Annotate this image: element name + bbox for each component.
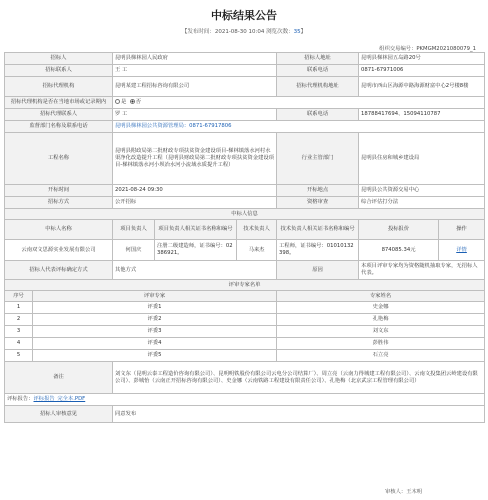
winner-header-row: [5, 220, 485, 240]
attachment-label: 评标报告：: [7, 396, 34, 402]
agency-addr-value: 昆明市西山区海源中路海源财富中心2号楼8楼: [359, 77, 485, 97]
phone-value: 0871-67971006: [359, 65, 485, 77]
experts-col-name: 评审专家: [33, 291, 277, 302]
winner-pm-cert: 注册二级建造师，证书编号：02386921。: [155, 240, 237, 261]
experts-header-row: [5, 291, 485, 302]
project-value: 昆明县附政局第二批财政专项扶贫资金建设项目-梯林镇落水河村水渠净化改造提升工程（昆明县财政局第二批财政专项扶贫资金建设项目-梯林镇落水河小坝冶水河小流域水质提升工程）: [113, 133, 277, 185]
tenderer-addr-label: 招标人地址: [277, 53, 359, 65]
open-time-label: 开标时间: [5, 185, 113, 197]
winner-col-op: 操作: [439, 220, 485, 240]
bid-type-value: 综合评估打分法: [359, 197, 485, 209]
row-confirm: [5, 406, 485, 423]
expert-no: 1: [5, 302, 33, 314]
agency-label: 招标代理机构: [5, 77, 113, 97]
experts-section-title: 评审专家名单: [5, 280, 485, 291]
agency-phone-value: 18788417694、15094110787: [359, 109, 485, 121]
winner-col-tech: 技术负责人: [237, 220, 277, 240]
supervision-value: 昆明县梯林园公共资源管理局：0871-67917806: [113, 121, 485, 133]
agency-value: 昆明某建工程招标咨询有限公司: [113, 77, 277, 97]
bid-type-label: 资格审查: [277, 197, 359, 209]
table-row: [5, 338, 485, 350]
phone-label: 联系电话: [277, 65, 359, 77]
expert-no: 4: [5, 338, 33, 350]
winner-row: [5, 240, 485, 261]
row-tenderer: [5, 53, 485, 65]
publish-meta-prefix: 【发布时间：2021-08-30 10:04 浏览次数：: [181, 29, 294, 35]
row-supervision: [5, 121, 485, 133]
winner-detail-cell: [439, 240, 485, 261]
winner-col-tech-cert: 技术负责人相关证书名称和编号: [277, 220, 359, 240]
experts-col-no: 序号: [5, 291, 33, 302]
row-open-time: [5, 185, 485, 197]
expert-no: 5: [5, 350, 33, 362]
table-row: [5, 302, 485, 314]
expert-name: 评委4: [33, 338, 277, 350]
attachment-cell: [5, 394, 485, 406]
remarks-label: 备注: [5, 362, 113, 394]
result-table: [4, 52, 485, 423]
expert-pro: 史金娜: [277, 302, 485, 314]
row-agency-contact: [5, 109, 485, 121]
row-tenderer-contact: [5, 65, 485, 77]
row-agency: [5, 77, 485, 97]
table-row: [5, 314, 485, 326]
publish-meta-suffix: 】: [300, 29, 307, 35]
open-place-label: 开标地点: [277, 185, 359, 197]
winner-col-pm: 项目负责人: [113, 220, 155, 240]
table-row: [5, 350, 485, 362]
expert-no: 2: [5, 314, 33, 326]
project-label: 工程名称: [5, 133, 113, 185]
open-time-value: 2021-08-24 09:30: [113, 185, 277, 197]
signer: 审核人：王木明: [385, 489, 423, 495]
winner-section-title: 中标人信息: [5, 209, 485, 220]
expert-name: 评委3: [33, 326, 277, 338]
row-project: [5, 133, 485, 185]
expert-name: 评委5: [33, 350, 277, 362]
page-title: 中标结果公告: [211, 9, 277, 22]
agency-contact-label: 招标代理联系人: [5, 109, 113, 121]
rep-value: 其他方式: [113, 261, 277, 280]
expert-pro: 孔艳梅: [277, 314, 485, 326]
record-options: [113, 97, 485, 109]
agency-contact-value: 罗 工: [113, 109, 277, 121]
industry-label: 行业主管部门: [277, 133, 359, 185]
expert-pro: 彭胜伟: [277, 338, 485, 350]
record-label: 招标代理机构是否在当地市场或记录期内: [5, 97, 113, 109]
winner-pm: 何国庆: [113, 240, 155, 261]
expert-no: 3: [5, 326, 33, 338]
tenderer-value: 昆明县梯林园人民政府: [113, 53, 277, 65]
experts-section-header: [5, 280, 485, 291]
expert-pro: 石立亮: [277, 350, 485, 362]
method-value: 公开招标: [113, 197, 277, 209]
industry-value: 昆明县住房和城乡建设局: [359, 133, 485, 185]
publish-meta: [0, 27, 488, 35]
row-record: [5, 97, 485, 109]
winner-col-name: 中标人名称: [5, 220, 113, 240]
winner-col-pm-cert: 项目负责人相关证书名称和编号: [155, 220, 237, 240]
project-number: 组织交易编号：PKMGM2021080079_1: [379, 46, 476, 52]
tenderer-label: 招标人: [5, 53, 113, 65]
winner-tech: 马来杰: [237, 240, 277, 261]
record-no-label: 否: [135, 99, 141, 105]
agency-addr-label: 招标代理机构地址: [277, 77, 359, 97]
confirm-value: 同意发布: [113, 406, 485, 423]
winner-price: 874085.34元: [359, 240, 439, 261]
reason-label: 原因: [277, 261, 359, 280]
expert-pro: 刘文东: [277, 326, 485, 338]
row-method: [5, 197, 485, 209]
confirm-label: 招标人审核意见: [5, 406, 113, 423]
row-remarks: [5, 362, 485, 394]
open-place-value: 昆明县公共资源交易中心: [359, 185, 485, 197]
reason-value: 本项目评审专家均为资格随机抽取专家，无招标人代表。: [359, 261, 485, 280]
rep-label: 招标人代表评标确定方式: [5, 261, 113, 280]
winner-detail-link[interactable]: 详情: [456, 246, 467, 253]
record-no-radio[interactable]: [130, 99, 135, 104]
expert-name: 评委1: [33, 302, 277, 314]
row-attachment: [5, 394, 485, 406]
table-row: [5, 326, 485, 338]
tenderer-contact-label: 招标联系人: [5, 65, 113, 77]
record-yes-radio[interactable]: [115, 99, 120, 104]
view-count: 35: [293, 29, 301, 35]
record-yes-label: 是: [121, 99, 127, 105]
winner-section-header: [5, 209, 485, 220]
winner-name: 云南双文思源实业发展有限公司: [5, 240, 113, 261]
supervision-label: 监督部门名称及联系电话: [5, 121, 113, 133]
row-rep: [5, 261, 485, 280]
attachment-link[interactable]: 评标报告_完全本.PDF: [33, 396, 86, 402]
winner-col-price: 投标报价: [359, 220, 439, 240]
tenderer-contact-value: 王 工: [113, 65, 277, 77]
remarks-value: 刘文东（昆明云泰工程造价咨询有限公司）、昆明明铁股份有限公司云电分公司结算厂）、周立亮（云南力得城建工程有限公司）、云南文投集团云岭建设有限公司）、彭城怡（云南正开招标咨询有限公司）、史金娜（云南铁路工程建设有限责任公司）、孔艳梅（北京武宗工程管理有限公司）: [113, 362, 485, 394]
winner-tech-cert: 工程师，证书编号：01010132398。: [277, 240, 359, 261]
tenderer-addr-value: 昆明县梯林园五岛路20号: [359, 53, 485, 65]
method-label: 招标方式: [5, 197, 113, 209]
experts-col-pro: 专家姓名: [277, 291, 485, 302]
expert-name: 评委2: [33, 314, 277, 326]
agency-phone-label: 联系电话: [277, 109, 359, 121]
